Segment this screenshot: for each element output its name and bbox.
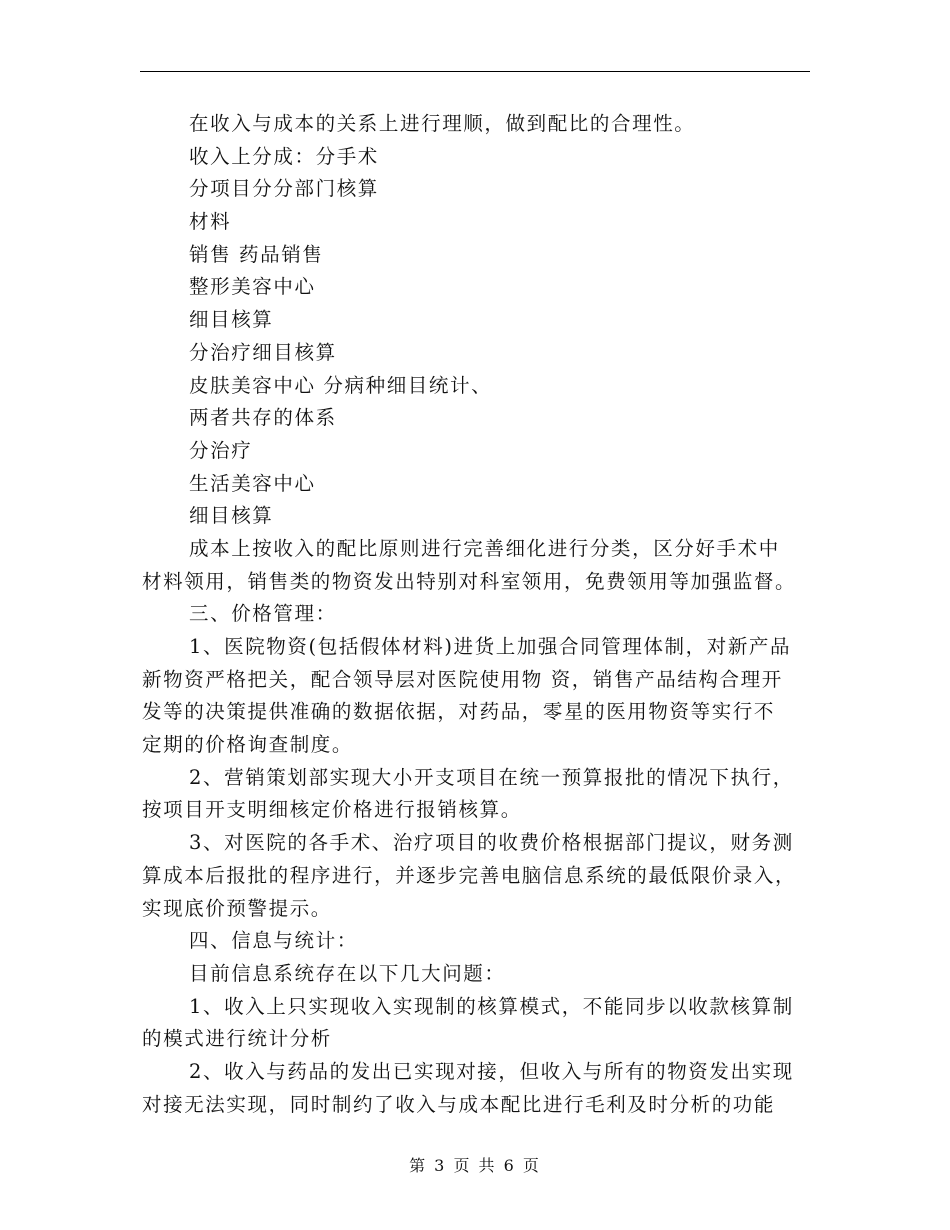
text-line: 细目核算 [189, 504, 274, 528]
text-line: 两者共存的体系 [189, 406, 337, 430]
text-line: 目前信息系统存在以下几大问题： [189, 961, 506, 985]
text-line: 在收入与成本的关系上进行理顺，做到配比的合理性。 [189, 112, 696, 135]
text-line: 2、营销策划部实现大小开支项目在统一预算报批的情况下执行， [189, 765, 794, 789]
text-line: 3、对医院的各手术、治疗项目的收费价格根据部门提议，财务测 [189, 831, 794, 855]
text-line: 成本上按收入的配比原则进行完善细化进行分类，区分好手术中 [189, 536, 780, 560]
page-number: 第 3 页 共 6 页 [409, 1156, 541, 1175]
text-line: 定期的价格询查制度。 [142, 733, 354, 757]
text-line: 材料 [189, 210, 232, 234]
text-line: 发等的决策提供准确的数据依据，对药品，零星的医用物资等实行不 [142, 700, 776, 724]
text-line: 算成本后报批的程序进行，并逐步完善电脑信息系统的最低限价录入， [142, 863, 797, 887]
text-line: 皮肤美容中心 分病种细目统计、 [189, 373, 493, 397]
text-line: 销售 药品销售 [189, 242, 324, 266]
text-line: 1、医院物资(包括假体材料)进货上加强合同管理体制，对新产品 [189, 635, 792, 658]
text-line: 实现底价预警提示。 [142, 896, 332, 920]
text-line: 分治疗 [189, 438, 253, 462]
text-line: 新物资严格把关，配合领导层对医院使用物 资，销售产品结构合理开 [142, 667, 783, 691]
text-line: 分治疗细目核算 [189, 340, 337, 364]
text-line: 2、收入与药品的发出已实现对接，但收入与所有的物资发出实现 [189, 1059, 794, 1083]
text-line: 1、收入上只实现收入实现制的核算模式，不能同步以收款核算制 [189, 994, 794, 1018]
text-line: 三、价格管理： [189, 602, 337, 626]
text-line: 整形美容中心 [189, 275, 316, 299]
header-rule [140, 71, 810, 72]
text-line: 生活美容中心 [189, 471, 316, 495]
document-body [142, 108, 810, 1121]
text-line: 的模式进行统计分析 [142, 1027, 332, 1051]
text-line: 四、信息与统计： [189, 929, 358, 953]
text-line: 收入上分成：分手术 [189, 144, 379, 168]
text-line: 对接无法实现，同时制约了收入与成本配比进行毛利及时分析的功能 [142, 1092, 776, 1116]
text-line: 按项目开支明细核定价格进行报销核算。 [142, 798, 522, 822]
text-line: 细目核算 [189, 308, 274, 332]
text-line: 分项目分分部门核算 [189, 177, 379, 201]
text-line: 材料领用，销售类的物资发出特别对科室领用，免费领用等加强监督。 [142, 569, 797, 593]
